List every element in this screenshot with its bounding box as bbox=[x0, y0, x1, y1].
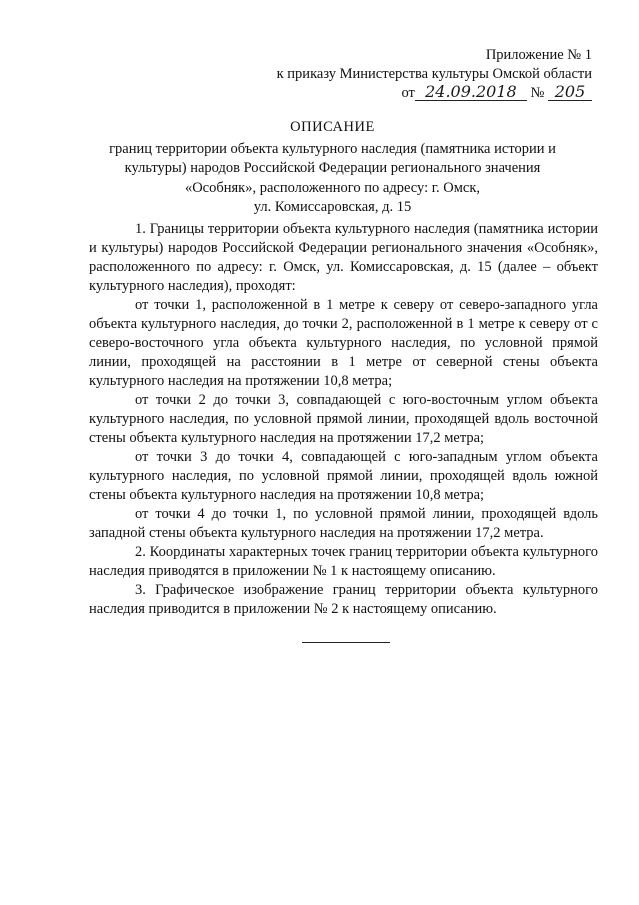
paragraph-segment-1-2: от точки 1, расположенной в 1 метре к северу от северо-западного угла объекта культурного наследия, до точки 2, расположенной в 1 метре к северу от с северо-восточного угла объекта культурного наследия, по условной прямой линии, проходящей на расстоянии в 1 метре от северной стены объекта культурного наследия на протяжении 10,8 метра; bbox=[89, 297, 598, 389]
paragraph-segment-3-4: от точки 3 до точки 4, совпадающей с юго-западным углом объекта культурного наследия, по условной прямой линии, проходящей вдоль южной стены объекта культурного наследия на протяжении 10,8 метра; bbox=[89, 449, 598, 503]
document-title: ОПИСАНИЕ bbox=[290, 119, 375, 135]
document-title-block bbox=[60, 118, 605, 218]
handwritten-date: 24.09.2018 bbox=[415, 84, 527, 101]
order-date-number bbox=[277, 84, 592, 103]
paragraph-segment-4-1: от точки 4 до точки 1, по условной прямой линии, проходящей вдоль западной стены объекта культурного наследия на протяжении 17,2 метра. bbox=[89, 506, 598, 541]
appendix-label: Приложение № 1 bbox=[485, 47, 592, 63]
end-separator-line bbox=[302, 642, 390, 643]
document-body bbox=[89, 220, 598, 619]
subtitle-line-1: границ территории объекта культурного наследия (памятника истории и bbox=[109, 140, 556, 157]
appendix-header bbox=[277, 46, 592, 103]
paragraph-coordinates: 2. Координаты характерных точек границ территории объекта культурного наследия приводятся в приложении № 1 к настоящему описанию. bbox=[89, 544, 598, 579]
subtitle-line-4: ул. Комиссаровская, д. 15 bbox=[253, 199, 412, 215]
date-prefix: от bbox=[401, 85, 415, 101]
paragraph-boundaries: 1. Границы территории объекта культурного наследия (памятника истории и культуры) народов Российской Федерации регионального значения «Особняк», расположенного по адресу: г. Омск, ул. Комиссаровская, д. 15 (далее – объект культурного наследия), проходят: bbox=[89, 221, 598, 294]
subtitle-line-3: «Особняк», расположенного по адресу: г. Омск, bbox=[184, 179, 481, 196]
paragraph-graphic: 3. Графическое изображение границ территории объекта культурного наследия приводится в приложении № 2 к настоящему описанию. bbox=[89, 582, 598, 617]
handwritten-number: 205 bbox=[548, 84, 592, 101]
paragraph-segment-2-3: от точки 2 до точки 3, совпадающей с юго-восточным углом объекта культурного наследия, по условной прямой линии, проходящей вдоль восточной стены объекта культурного наследия на протяжении 17,2 метра; bbox=[89, 392, 598, 446]
number-prefix: № bbox=[530, 85, 545, 101]
order-reference: к приказу Министерства культуры Омской области bbox=[276, 66, 592, 82]
subtitle-line-2: культуры) народов Российской Федерации регионального значения bbox=[124, 160, 541, 176]
